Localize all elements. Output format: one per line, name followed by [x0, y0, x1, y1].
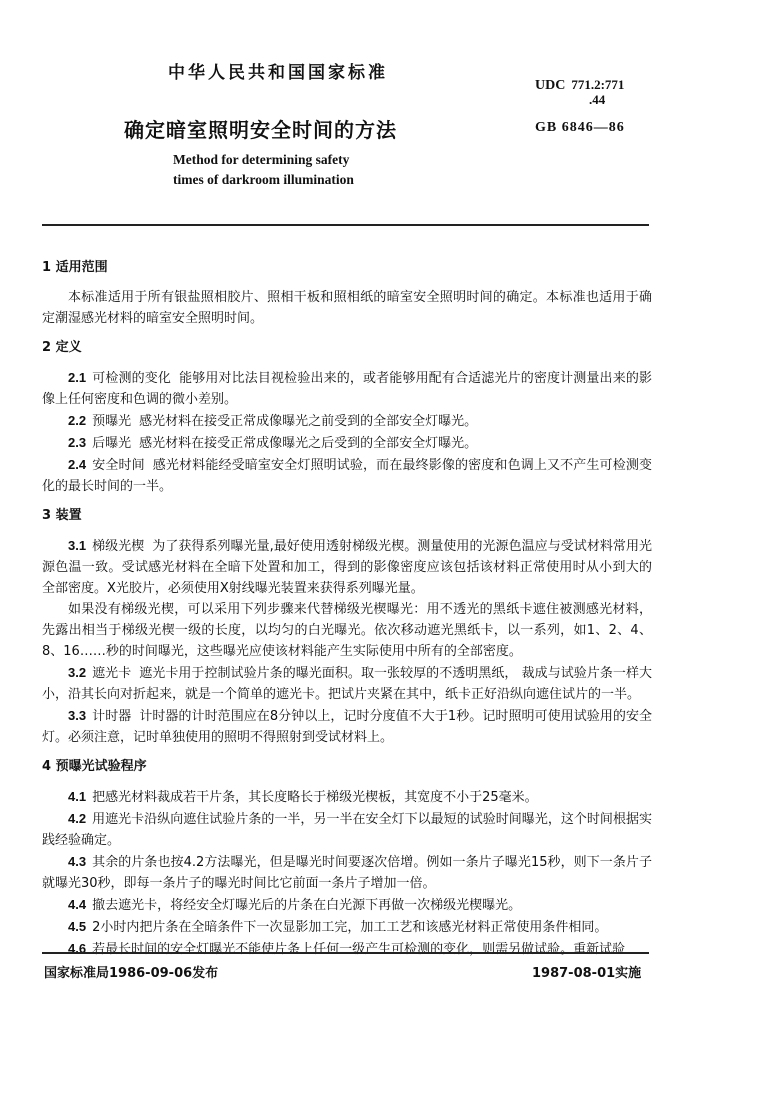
clause-text: 2小时内把片条在全暗条件下一次显影加工完，加工工艺和该感光材料正常使用条件相同。 [92, 920, 608, 935]
clause-number: 4.3 [68, 854, 87, 869]
clause-paragraph [42, 786, 652, 808]
section [42, 337, 652, 497]
clause-term: 后曝光 [92, 436, 132, 451]
clause-number: 3.1 [68, 538, 87, 553]
issue-date: 国家标准局1986-09-06发布 [44, 966, 219, 981]
clause-text: 能够用对比法目视检验出来的，或者能够用配有合适滤光片的密度计测量出来的影像上任何密度和色调的微小差别。 [42, 371, 652, 407]
clause-paragraph [42, 599, 652, 662]
clause-paragraph [42, 808, 652, 851]
udc-code [535, 78, 624, 107]
clause-number: 4.4 [68, 897, 87, 912]
header-divider [42, 224, 649, 226]
document-body [42, 257, 652, 960]
clause-text: 遮光卡用于控制试验片条的曝光面积。取一张较厚的不透明黑纸， 裁成与试验片条一样大小，沿其长向对折起来，就是一个简单的遮光卡。把试片夹紧在其中，纸卡正好沿纵向遮住试片的一半。 [42, 666, 652, 702]
section-heading: 4 预曝光试验程序 [42, 759, 147, 774]
effective-date: 1987-08-01实施 [532, 966, 642, 981]
clause-number: 2.4 [68, 457, 87, 472]
udc-label: UDC [535, 78, 566, 93]
clause-paragraph [42, 432, 652, 454]
clause-paragraph [42, 851, 652, 894]
gb-standard-number: GB 6846—86 [535, 120, 625, 135]
clause-number: 2.3 [68, 435, 87, 450]
clause-text: 本标准适用于所有银盐照相胶片、照相干板和照相纸的暗室安全照明时间的确定。本标准也适用于确定潮湿感光材料的暗室安全照明时间。 [42, 290, 652, 326]
udc-number-line2: .44 [589, 92, 606, 107]
clause-paragraph [42, 367, 652, 410]
section-heading: 3 装置 [42, 508, 82, 523]
issuing-country-standard: 中华人民共和国国家标准 [168, 63, 388, 83]
clause-number: 4.1 [68, 789, 87, 804]
section [42, 756, 652, 960]
clause-text: 如果没有梯级光楔，可以采用下列步骤来代替梯级光楔曝光：用不透光的黑纸卡遮住被测感光材料，先露出相当于梯级光楔一级的长度，以均匀的白光曝光。依次移动遮光黑纸卡，以一系列，如1、2、4、8、16……秒的时间曝光，这些曝光应使该材料能产生实际使用中所有的全部密度。 [42, 602, 652, 659]
clause-term: 预曝光 [92, 414, 132, 429]
udc-number-line1: 771.2:771 [571, 77, 625, 92]
clause-number: 3.2 [68, 665, 87, 680]
english-title-line1: Method for determining safety [173, 152, 350, 167]
clause-paragraph [42, 287, 652, 329]
clause-text: 撤去遮光卡，将经安全灯曝光后的片条在白光源下再做一次梯级光楔曝光。 [92, 898, 522, 913]
clause-number: 4.6 [68, 941, 87, 956]
section-heading: 2 定义 [42, 340, 82, 355]
clause-text: 若最长时间的安全灯曝光不能使片条上任何一级产生可检测的变化，则需另做试验。重新试验 [92, 942, 626, 957]
clause-paragraph [42, 454, 652, 497]
footer-divider [42, 952, 649, 954]
document-title: 确定暗室照明安全时间的方法 [124, 118, 397, 142]
clause-text: 为了获得系列曝光量,最好使用透射梯级光楔。测量使用的光源色温应与受试材料常用光源色温一致。受试感光材料在全暗下处置和加工，得到的影像密度应该包括该材料正常使用时从小到大的全部密度。X光胶片，必须使用X射线曝光装置来获得系列曝光量。 [42, 539, 652, 596]
clause-number: 4.2 [68, 811, 87, 826]
section-heading: 1 适用范围 [42, 260, 108, 275]
section [42, 257, 652, 329]
clause-number: 2.2 [68, 413, 87, 428]
clause-paragraph [42, 938, 652, 960]
clause-paragraph [42, 535, 652, 599]
clause-number: 4.5 [68, 919, 87, 934]
english-title-line2: times of darkroom illumination [173, 172, 354, 187]
clause-term: 遮光卡 [92, 666, 132, 681]
clause-text: 用遮光卡沿纵向遮住试验片条的一半，另一半在安全灯下以最短的试验时间曝光，这个时间根据实践经验确定。 [42, 812, 652, 848]
clause-paragraph [42, 662, 652, 705]
clause-number: 3.3 [68, 708, 87, 723]
clause-text: 感光材料在接受正常成像曝光之后受到的全部安全灯曝光。 [139, 436, 478, 451]
clause-term: 计时器 [92, 709, 132, 724]
clause-paragraph [42, 894, 652, 916]
clause-number: 2.1 [68, 370, 87, 385]
clause-text: 感光材料在接受正常成像曝光之前受到的全部安全灯曝光。 [139, 414, 478, 429]
section [42, 505, 652, 748]
clause-text: 感光材料能经受暗室安全灯照明试验，而在最终影像的密度和色调上又不产生可检测变化的最长时间的一半。 [42, 458, 652, 494]
clause-term: 梯级光楔 [92, 539, 145, 554]
clause-text: 把感光材料裁成若干片条，其长度略长于梯级光楔板，其宽度不小于25毫米。 [92, 790, 538, 805]
clause-text: 其余的片条也按4.2方法曝光，但是曝光时间要逐次倍增。例如一条片子曝光15秒，则下一条片子就曝光30秒，即每一条片子的曝光时间比它前面一条片子增加一倍。 [42, 855, 652, 891]
clause-paragraph [42, 705, 652, 748]
english-title [173, 150, 354, 190]
clause-paragraph [42, 410, 652, 432]
clause-term: 可检测的变化 [92, 371, 172, 386]
clause-term: 安全时间 [92, 458, 145, 473]
clause-text: 计时器的计时范围应在8分钟以上，记时分度值不大于1秒。记时照明可使用试验用的安全灯。必须注意，记时单独使用的照明不得照射到受试材料上。 [42, 709, 652, 745]
clause-paragraph [42, 916, 652, 938]
